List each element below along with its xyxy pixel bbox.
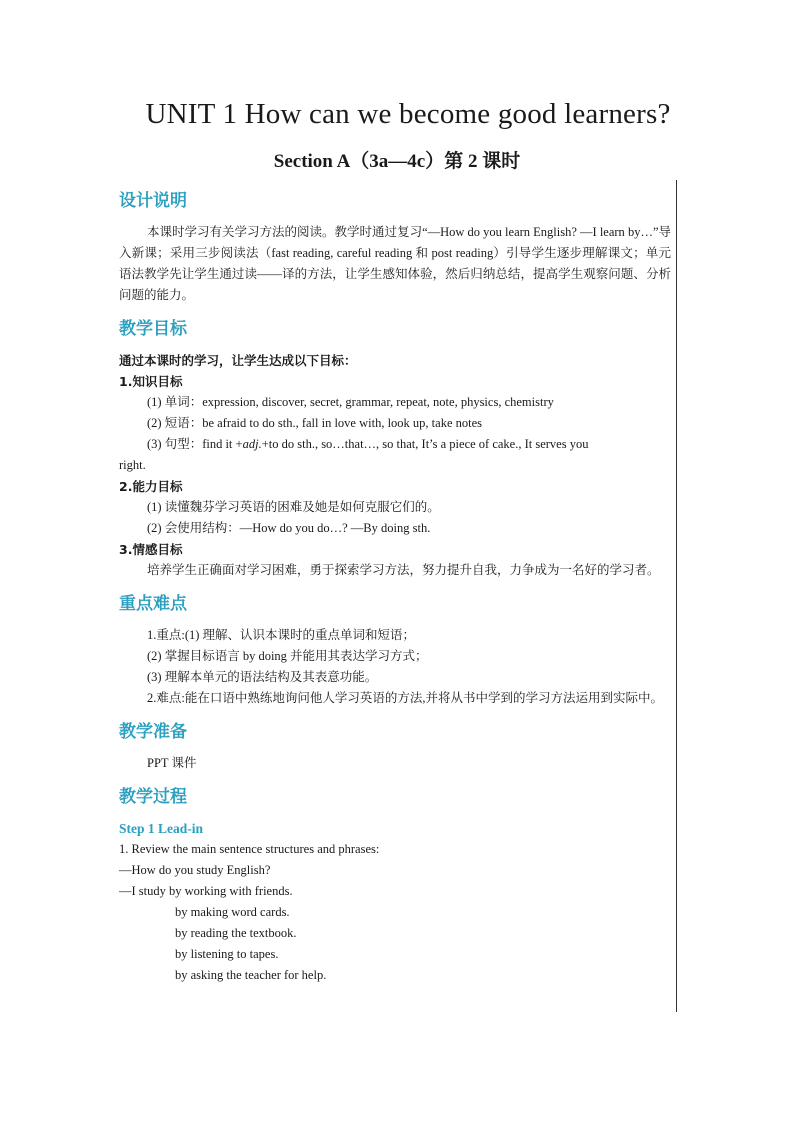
knowledge-item-phrases: (2) 短语：be afraid to do sth., fall in love with, look up, take notes — [147, 416, 483, 430]
process-line-7: by asking the teacher for help. — [175, 968, 327, 982]
process-line-1: 1. Review the main sentence structures and phrases: — [119, 842, 380, 856]
ability-item-2: (2) 会使用结构：—How do you do…? —By doing sth. — [147, 521, 431, 535]
emotion-goals-title: 3.情感目标 — [119, 542, 183, 557]
document-subtitle: Section A（3a—4c）第 2 课时 — [273, 151, 521, 172]
knowledge-item-sentences-cont: right. — [119, 458, 146, 472]
lesson-plan-body — [119, 190, 671, 986]
process-line-6: by listening to tapes. — [175, 947, 279, 961]
step-1-heading: Step 1 Lead-in — [119, 821, 204, 836]
keypoint-line-2: (2) 掌握目标语言 by doing 并能用其表达学习方式； — [147, 649, 428, 663]
difficulty-line: 2.难点:能在口语中熟练地询问他人学习英语的方法,并将从书中学到的学习方法运用到实际中。 — [147, 691, 663, 705]
keypoint-line-3: (3) 理解本单元的语法结构及其表意功能。 — [147, 670, 378, 684]
process-line-3: —I study by working with friends. — [119, 884, 293, 898]
sentence-pattern-part2: +to do sth., so…that…, so that, It’s a piece of cake., It serves you — [261, 437, 589, 451]
knowledge-goals-title: 1.知识目标 — [119, 374, 183, 389]
keypoint-line-1: 1.重点:(1) 理解、认识本课时的重点单词和短语； — [147, 628, 416, 642]
emotion-item: 培养学生正确面对学习困难，勇于探索学习方法，努力提升自我，力争成为一名好的学习者。 — [147, 563, 660, 577]
section-heading-goals: 教学目标 — [119, 319, 187, 339]
sentence-pattern-part1: (3) 句型：find it + — [147, 437, 243, 451]
section-heading-keypoints: 重点难点 — [119, 594, 187, 614]
knowledge-item-words: (1) 单词：expression, discover, secret, grammar, repeat, note, physics, chemistry — [147, 395, 554, 409]
process-line-5: by reading the textbook. — [175, 926, 297, 940]
process-line-2: —How do you study English? — [119, 863, 271, 877]
document-title: UNIT 1 How can we become good learners? — [145, 98, 671, 130]
ability-goals-title: 2.能力目标 — [119, 479, 183, 494]
section-heading-process: 教学过程 — [119, 787, 187, 807]
ability-item-1: (1) 读懂魏芬学习英语的困难及她是如何克服它们的。 — [147, 500, 440, 514]
right-margin-rule — [676, 180, 677, 1012]
process-line-4: by making word cards. — [175, 905, 290, 919]
knowledge-item-sentences — [119, 434, 671, 455]
section-heading-prep: 教学准备 — [119, 722, 187, 742]
design-paragraph: 本课时学习有关学习方法的阅读。教学时通过复习“—How do you learn English? —I learn by…”导入新课；采用三步阅读法（fast reading, careful reading 和 post reading）引导学生逐步理解课文；单元语法教学先让学生通过读——译的方法，让学生感知体验，然后归纳总结，提高学生观察问题、分析问题的能力。 — [119, 225, 671, 302]
prep-item: PPT 课件 — [147, 756, 197, 770]
goals-intro: 通过本课时的学习，让学生达成以下目标： — [119, 353, 357, 368]
adj-italic: adj. — [242, 437, 262, 451]
section-heading-design: 设计说明 — [119, 191, 187, 211]
